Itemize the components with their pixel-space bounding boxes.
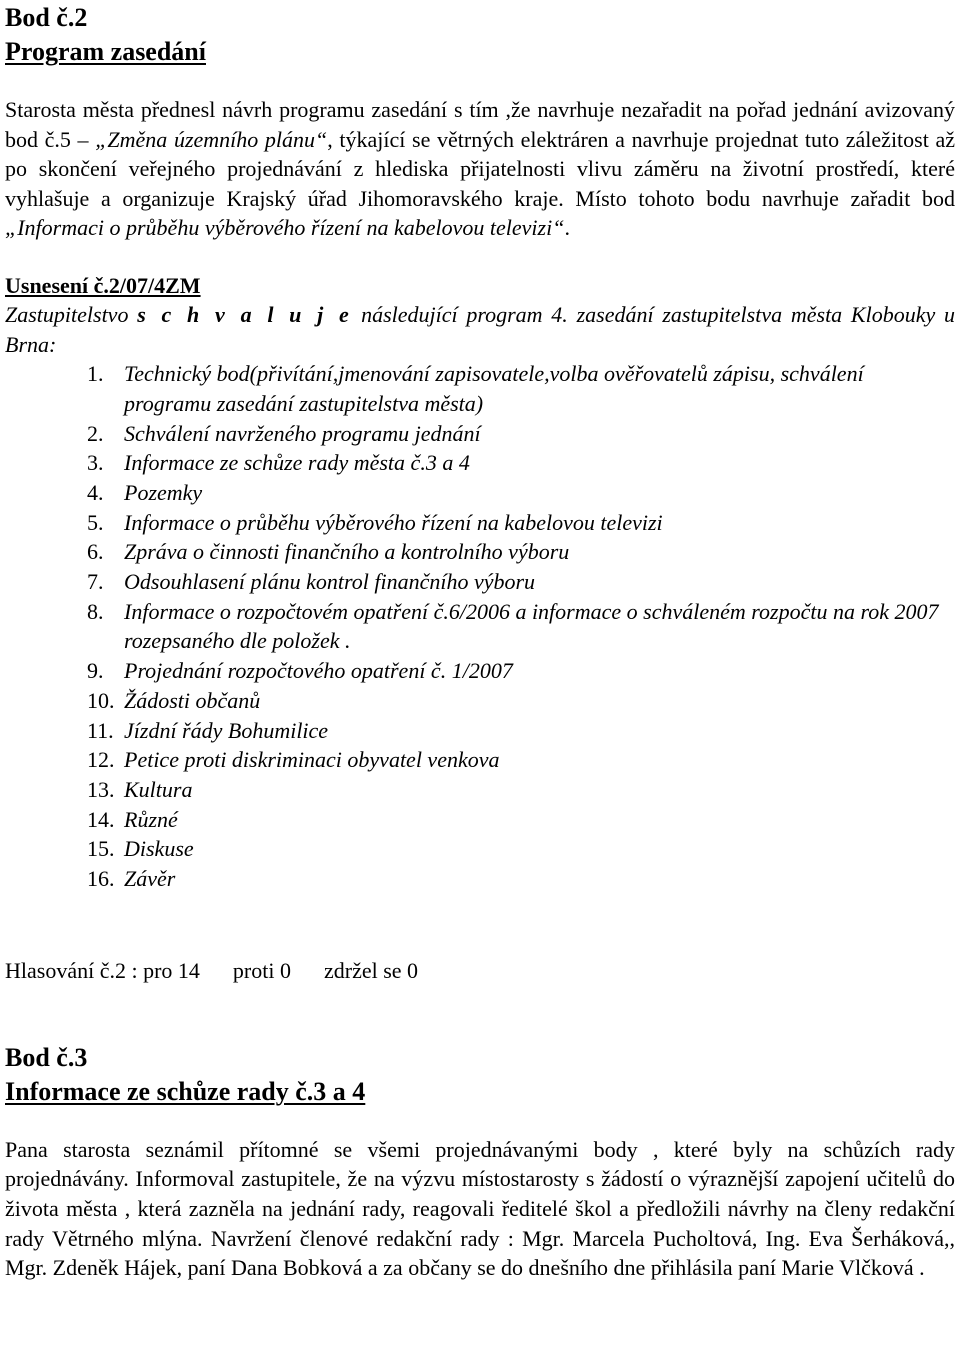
program-item bbox=[5, 686, 955, 716]
program-item-number: 3. bbox=[87, 450, 104, 476]
vote-zdrzel: zdržel se 0 bbox=[323, 957, 419, 983]
program-item-number: 6. bbox=[87, 539, 104, 565]
program-item-text: Technický bod(přivítání,jmenování zapisovatele,volba ověřovatelů zápisu, schválení programu zasedání zastupitelstva města) bbox=[124, 361, 864, 416]
program-item-text: Informace o rozpočtovém opatření č.6/2006 a informace o schváleném rozpočtu na rok 2007 rozepsaného dle položek . bbox=[124, 598, 939, 654]
program-item-number: 13. bbox=[87, 777, 115, 802]
program-item bbox=[5, 805, 955, 835]
resolution-label: Usnesení č.2/07/4ZM bbox=[5, 272, 201, 298]
program-item-text: Informace o průběhu výběrového řízení na kabelovou televizi bbox=[124, 509, 663, 535]
program-item-number: 10. bbox=[87, 687, 115, 713]
program-item-number: 16. bbox=[87, 866, 115, 892]
program-item-text: Odsouhlasení plánu kontrol finančního výboru bbox=[124, 569, 536, 595]
program-item bbox=[5, 508, 955, 538]
program-item bbox=[5, 745, 955, 775]
program-item bbox=[5, 864, 955, 894]
intro-quote-2: „Informaci o průběhu výběrového řízení na kabelovou televizi“ bbox=[5, 215, 565, 241]
vote-proti: proti 0 bbox=[232, 957, 291, 983]
program-item-text: Žádosti občanů bbox=[124, 687, 261, 713]
program-item bbox=[5, 656, 955, 686]
section-heading-bod3: Bod č.3 bbox=[5, 1042, 88, 1072]
program-item bbox=[5, 419, 955, 449]
program-item-number: 4. bbox=[87, 479, 104, 505]
program-item bbox=[5, 597, 955, 656]
program-item-number: 14. bbox=[87, 806, 115, 832]
program-item-text: Různé bbox=[124, 806, 178, 832]
program-item bbox=[5, 775, 955, 805]
program-item-text: Petice proti diskriminaci obyvatel venkova bbox=[124, 747, 500, 773]
vote-pro: pro 14 bbox=[143, 957, 200, 983]
program-item bbox=[5, 567, 955, 597]
program-list bbox=[5, 359, 955, 894]
program-item bbox=[5, 448, 955, 478]
program-item-text: Zpráva o činnosti finančního a kontrolního výboru bbox=[124, 539, 570, 565]
program-intro-paragraph bbox=[5, 95, 955, 243]
program-item-text: Jízdní řády Bohumilice bbox=[124, 717, 329, 743]
program-item-text: Závěr bbox=[124, 866, 176, 892]
program-item-number: 1. bbox=[87, 361, 104, 387]
program-item-text: Projednání rozpočtového opatření č. 1/2007 bbox=[124, 658, 513, 684]
section-title-program: Program zasedání bbox=[5, 37, 206, 66]
program-item bbox=[5, 537, 955, 567]
intro-quote-1: „Změna územního plánu“ bbox=[95, 126, 328, 152]
vote-result bbox=[5, 956, 955, 985]
program-item-number: 9. bbox=[87, 658, 104, 684]
program-item-text: Pozemky bbox=[124, 479, 203, 505]
vote-label: Hlasování č.2 : bbox=[5, 957, 138, 983]
program-item-text: Diskuse bbox=[124, 836, 194, 862]
program-item-number: 5. bbox=[87, 509, 104, 535]
intro-text-1: Starosta města přednesl návrh programu zasedání s tím ,že navrhuje nezařadit na pořad jednání avizovaný bod č.5 – bbox=[5, 97, 955, 152]
program-item-text: Kultura bbox=[124, 777, 193, 802]
program-item-number: 2. bbox=[87, 420, 104, 446]
bod3-paragraph: Pana starosta seznámil přítomné se všemi projednávanými body , které byly na schůzích rady projednávány. Informoval zastupitele, že na výzvu místostarosty s žádostí o výraznější zapojení učitelů do života města , která zazněla na jednání rady, reagovali ředitelé škol a předložili návrhy na členy redakční rady Větrného mlýna. Navržení členové redakční rady : Mgr. Marcela Pucholtová, Ing. Eva Šerháková,, Mgr. Zdeněk Hájek, paní Dana Bobková a za občany se do dnešního dne přihlásila paní Marie Vlčková . bbox=[5, 1136, 955, 1281]
program-item bbox=[5, 359, 955, 418]
intro-text-3: . bbox=[564, 215, 570, 241]
intro-text-2: , týkající se větrných elektráren a navrhuje projednat tuto záležitost až po skončení veřejného projednávání z hlediska přijatelnosti vlivu záměru na životní prostředí, které vyhlašuje a organizuje Krajský úřad Jihomoravského kraje. Místo tohoto bodu navrhuje zařadit bod bbox=[5, 126, 956, 211]
resolution-verb: s c h v a l u j e bbox=[137, 301, 353, 327]
program-item bbox=[5, 478, 955, 508]
program-item-number: 12. bbox=[87, 747, 115, 773]
program-item-number: 11. bbox=[87, 717, 114, 743]
section-heading-bod2: Bod č.2 bbox=[5, 3, 88, 32]
document-page bbox=[5, 0, 955, 1283]
program-item-text: Schválení navrženého programu jednání bbox=[124, 420, 481, 446]
program-item-number: 15. bbox=[87, 836, 115, 862]
program-item bbox=[5, 716, 955, 746]
program-item-number: 8. bbox=[87, 598, 104, 624]
section-title-rada: Informace ze schůze rady č.3 a 4 bbox=[5, 1076, 366, 1106]
program-item-text: Informace ze schůze rady města č.3 a 4 bbox=[124, 450, 470, 476]
resolution-text: Zastupitelstvo s c h v a l u j e následující program 4. zasedání zastupitelstva města Klobouky u Brna: bbox=[5, 301, 956, 357]
program-item bbox=[5, 834, 955, 864]
program-item-number: 7. bbox=[87, 569, 104, 595]
